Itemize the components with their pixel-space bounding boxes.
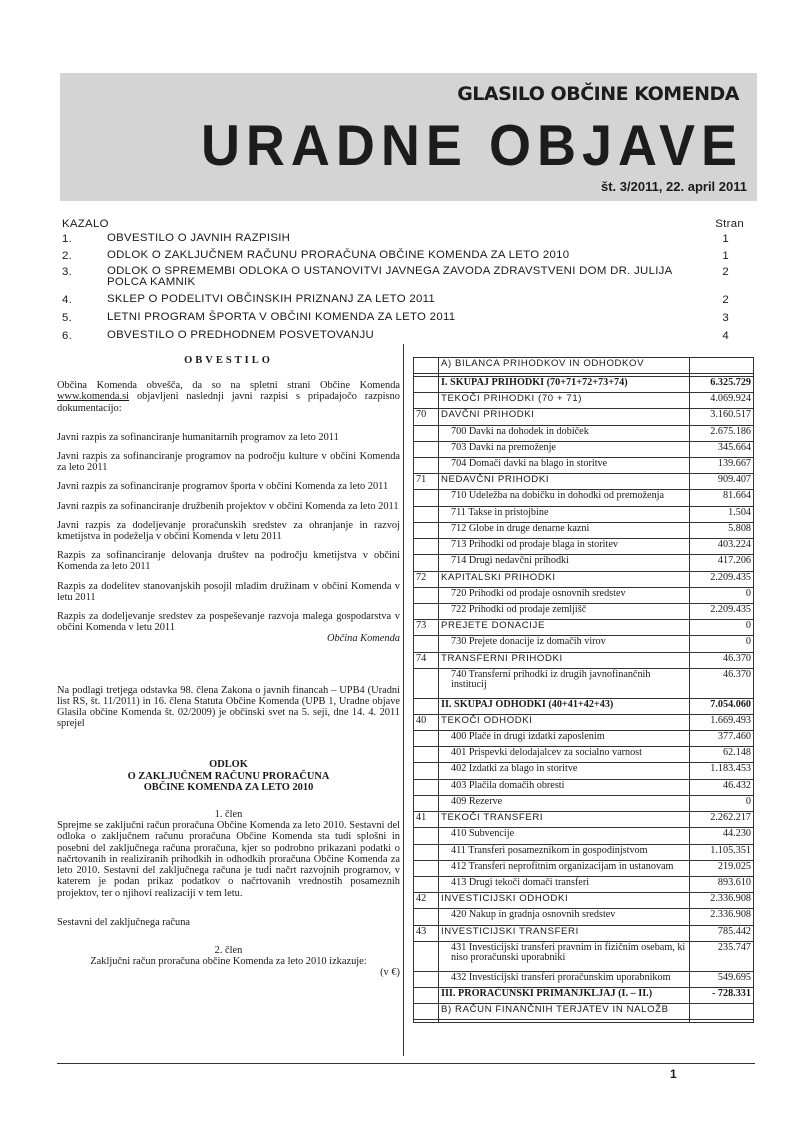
- table-row: [414, 893, 754, 909]
- account-label: 714 Drugi nedavčni prihodki: [439, 555, 690, 571]
- table-row: [414, 795, 754, 811]
- toc-item-title: OBVESTILO O JAVNIH RAZPISIH: [107, 232, 291, 244]
- table-row: [414, 925, 754, 941]
- currency-unit: (v €): [380, 967, 400, 979]
- account-code: [414, 490, 439, 506]
- table-row: [414, 731, 754, 747]
- account-code: 74: [414, 652, 439, 668]
- table-row: [414, 844, 754, 860]
- account-label: 720 Prihodki od prodaje osnovnih sredstev: [439, 587, 690, 603]
- account-code: [414, 909, 439, 925]
- account-code: [414, 844, 439, 860]
- account-label: 412 Transferi neprofitnim organizacijam in ustanovam: [439, 860, 690, 876]
- account-value: 377.460: [690, 731, 754, 747]
- account-label: 704 Domači davki na blago in storitve: [439, 458, 690, 474]
- account-code: [414, 506, 439, 522]
- account-code: [414, 668, 439, 698]
- table-row: [414, 522, 754, 538]
- account-code: [414, 1020, 439, 1023]
- account-code: 43: [414, 925, 439, 941]
- toc-label: KAZALO: [62, 218, 109, 230]
- table-row: [414, 941, 754, 971]
- table-row: [414, 652, 754, 668]
- account-code: [414, 603, 439, 619]
- account-code: [414, 425, 439, 441]
- toc-header: [62, 218, 744, 233]
- account-label: TEKOČI TRANSFERI: [439, 812, 690, 828]
- toc-item[interactable]: [62, 233, 738, 250]
- table-row: [414, 636, 754, 652]
- budget-balance-table: [413, 357, 754, 1023]
- odlok-title-line-3: OBČINE KOMENDA ZA LETO 2010: [143, 781, 314, 793]
- table-row: [414, 506, 754, 522]
- account-value: 2.262.217: [690, 812, 754, 828]
- table-row: [414, 458, 754, 474]
- account-value: 1.105.351: [690, 844, 754, 860]
- table-row: [414, 425, 754, 441]
- account-code: [414, 376, 439, 392]
- table-row: [414, 587, 754, 603]
- odlok-title-line-2: O ZAKLJUČNEM RAČUNU PRORAČUNA: [127, 770, 330, 782]
- account-label: INVESTICIJSKI TRANSFERI: [439, 925, 690, 941]
- notice-item: Razpis za dodelitev stanovanjskih posojil mladim družinam v občini Komenda v letu 2011: [57, 580, 400, 603]
- account-code: [414, 828, 439, 844]
- notice-intro-start: Občina Komenda obvešča, da so na spletni strani Občine Komenda: [57, 380, 400, 392]
- toc-item-page: 2: [722, 266, 729, 278]
- table-row: [414, 828, 754, 844]
- account-value: 139.667: [690, 458, 754, 474]
- toc-item-number: 3.: [62, 266, 73, 278]
- account-label: 703 Davki na premoženje: [439, 441, 690, 457]
- notice-item: Javni razpis za sofinanciranje družbenih projektov v občini Komenda za leto 2011: [57, 500, 399, 512]
- account-code: [414, 779, 439, 795]
- table-row: [414, 698, 754, 714]
- account-label: 403 Plačila domačih obresti: [439, 779, 690, 795]
- account-label: 411 Transferi posameznikom in gospodinjstvom: [439, 844, 690, 860]
- account-label: 730 Prejete donacije iz domačih virov: [439, 636, 690, 652]
- table-row: [414, 1020, 754, 1023]
- account-label: INVESTICIJSKI ODHODKI: [439, 893, 690, 909]
- table-row: [414, 409, 754, 425]
- account-value: 893.610: [690, 877, 754, 893]
- account-code: 71: [414, 474, 439, 490]
- account-code: [414, 698, 439, 714]
- account-value: 0: [690, 636, 754, 652]
- article-1-note: Sestavni del zaključnega računa: [57, 916, 190, 928]
- account-value: 549.695: [690, 971, 754, 987]
- account-code: 72: [414, 571, 439, 587]
- account-code: [414, 358, 439, 374]
- toc-item-title: SKLEP O PODELITVI OBČINSKIH PRIZNANJ ZA LETO 2011: [107, 293, 436, 305]
- account-value: 81.664: [690, 490, 754, 506]
- notice-item: Javni razpis za sofinanciranje programov športa v občini Komenda za leto 2011: [57, 481, 389, 493]
- table-row: [414, 714, 754, 730]
- toc-item-title: LETNI PROGRAM ŠPORTA V OBČINI KOMENDA ZA LETO 2011: [107, 311, 456, 323]
- article-2-text: Zaključni račun proračuna občine Komenda za leto 2010 izkazuje:: [90, 956, 367, 968]
- account-value: - 728.331: [690, 987, 754, 1003]
- table-row: [414, 1004, 754, 1020]
- table-row: [414, 812, 754, 828]
- account-label: 700 Davki na dohodek in dobiček: [439, 425, 690, 441]
- account-code: [414, 731, 439, 747]
- account-label: A) BILANCA PRIHODKOV IN ODHODKOV: [439, 358, 690, 374]
- account-value: 785.442: [690, 925, 754, 941]
- account-label: II. SKUPAJ ODHODKI (40+41+42+43): [439, 698, 690, 714]
- account-value: 46.370: [690, 668, 754, 698]
- toc-item-page: 3: [722, 312, 729, 324]
- account-code: 73: [414, 620, 439, 636]
- account-code: [414, 877, 439, 893]
- account-value: 6.325.729: [690, 376, 754, 392]
- account-code: [414, 587, 439, 603]
- article-2-heading: 2. člen: [214, 944, 243, 956]
- account-code: [414, 795, 439, 811]
- page-number: 1: [670, 1067, 677, 1081]
- account-code: [414, 860, 439, 876]
- notice-signature: Občina Komenda: [326, 633, 400, 645]
- notice-intro-end: objavljeni naslednji javni razpisi s pripadajočo razpisno dokumentacijo:: [57, 391, 400, 414]
- account-label: 712 Globe in druge denarne kazni: [439, 522, 690, 538]
- account-value: 46.370: [690, 652, 754, 668]
- table-row: [414, 571, 754, 587]
- table-row: [414, 763, 754, 779]
- account-value: 2.336.908: [690, 909, 754, 925]
- account-code: [414, 539, 439, 555]
- table-row: [414, 909, 754, 925]
- toc-item[interactable]: [62, 312, 738, 330]
- account-value: 1.669.493: [690, 714, 754, 730]
- toc-item[interactable]: [62, 294, 738, 312]
- toc-item-page: 1: [722, 250, 729, 262]
- account-value: 3.160.517: [690, 409, 754, 425]
- account-value: 219.025: [690, 860, 754, 876]
- account-code: 42: [414, 893, 439, 909]
- toc-item-number: 2.: [62, 250, 73, 262]
- account-value: 0: [690, 620, 754, 636]
- article-1-heading: 1. člen: [214, 809, 243, 821]
- footer-rule: [57, 1063, 755, 1064]
- issue-date: št. 3/2011, 22. april 2011: [600, 179, 747, 194]
- toc-item-number: 5.: [62, 312, 73, 324]
- notice-item: Razpis za dodeljevanje sredstev za pospeševanje razvoja malega gospodarstva v občini Komenda v letu 2011: [57, 611, 400, 634]
- account-value: 2.336.908: [690, 893, 754, 909]
- toc-page-label: Stran: [715, 218, 744, 230]
- masthead-subtitle: GLASILO OBČINE KOMENDA: [457, 83, 739, 105]
- account-value: [690, 1004, 754, 1020]
- account-value: 1.504: [690, 506, 754, 522]
- account-value: 2.675.186: [690, 425, 754, 441]
- account-code: [414, 747, 439, 763]
- account-code: [414, 458, 439, 474]
- notice-item: Javni razpis za sofinanciranje humanitarnih programov za leto 2011: [57, 431, 339, 443]
- account-value: 417.206: [690, 555, 754, 571]
- account-value: 1.183.453: [690, 763, 754, 779]
- account-value: 345.664: [690, 441, 754, 457]
- toc-item-title: OBVESTILO O PREDHODNEM POSVETOVANJU: [107, 329, 375, 341]
- table-row: [414, 603, 754, 619]
- website-link[interactable]: www.komenda.si: [57, 391, 130, 403]
- table-row: [414, 555, 754, 571]
- toc-item-number: 4.: [62, 294, 73, 306]
- toc-item-title: ODLOK O SPREMEMBI ODLOKA O USTANOVITVI JAVNEGA ZAVODA ZDRAVSTVENI DOM DR. JULIJA POLCA KAMNIK: [107, 265, 672, 288]
- table-of-contents: [62, 218, 744, 346]
- account-label: 420 Nakup in gradnja osnovnih sredstev: [439, 909, 690, 925]
- table-row: [414, 620, 754, 636]
- account-code: [414, 393, 439, 409]
- account-code: [414, 987, 439, 1003]
- account-label: 710 Udeležba na dobičku in dohodki od premoženja: [439, 490, 690, 506]
- toc-item-page: 2: [722, 294, 729, 306]
- toc-item-number: 1.: [62, 233, 73, 245]
- table-row: [414, 779, 754, 795]
- table-row: [414, 987, 754, 1003]
- table-row: [414, 376, 754, 392]
- account-code: [414, 555, 439, 571]
- account-value: 7.054.060: [690, 698, 754, 714]
- table-row: [414, 539, 754, 555]
- account-value: 4.069.924: [690, 393, 754, 409]
- toc-item[interactable]: [62, 250, 738, 266]
- account-label: III. PRORAČUNSKI PRIMANJKLJAJ (I. – II.): [439, 987, 690, 1003]
- table-row: [414, 877, 754, 893]
- account-label: 413 Drugi tekoči domači transferi: [439, 877, 690, 893]
- table-row: [414, 747, 754, 763]
- account-code: [414, 441, 439, 457]
- toc-item-number: 6.: [62, 330, 73, 342]
- left-column: [57, 355, 400, 979]
- account-code: 40: [414, 714, 439, 730]
- account-value: 62.148: [690, 747, 754, 763]
- account-value: 5.808: [690, 522, 754, 538]
- odlok-title: ODLOK: [209, 759, 248, 771]
- account-code: 41: [414, 812, 439, 828]
- account-label: [439, 1020, 690, 1023]
- account-code: 70: [414, 409, 439, 425]
- notice-item: Razpis za sofinanciranje delovanja društev na področju kmetijstva v občini Komenda za leto 2011: [57, 550, 400, 573]
- toc-item-title: ODLOK O ZAKLJUČNEM RAČUNU PRORAČUNA OBČINE KOMENDA ZA LETO 2010: [107, 249, 570, 261]
- account-label: TEKOČI PRIHODKI (70 + 71): [439, 393, 690, 409]
- account-label: 410 Subvencije: [439, 828, 690, 844]
- account-value: 46.432: [690, 779, 754, 795]
- table-row: [414, 490, 754, 506]
- account-code: [414, 636, 439, 652]
- account-label: 432 Investicijski transferi proračunskim uporabnikom: [439, 971, 690, 987]
- account-label: TEKOČI ODHODKI: [439, 714, 690, 730]
- notice-item: Javni razpis za dodeljevanje proračunskih sredstev za ohranjanje in razvoj kmetijstva in podeželja v občini Komenda v letu 2011: [57, 519, 400, 543]
- table-row: [414, 860, 754, 876]
- account-label: TRANSFERNI PRIHODKI: [439, 652, 690, 668]
- toc-item-page: 1: [722, 233, 729, 245]
- account-value: 403.224: [690, 539, 754, 555]
- account-label: 740 Transferni prihodki iz drugih javnofinančnih institucij: [439, 668, 690, 698]
- account-label: NEDAVČNI PRIHODKI: [439, 474, 690, 490]
- article-1-text: Sprejme se zaključni račun proračuna Občine Komenda za leto 2010. Sestavni del odloka o zaključnem računu proračuna Občine Komenda sta tudi splošni in posebni del zaključnega računa proračuna, kjer so podrobno prikazani podatki o načrtovanih in realiziranih prihodkih in odhodkih proračuna Občine Komenda za leto 2010. Sestavni del zaključnega računa je tudi načrt razvojnih programov, v katerem je podan prikaz podatkov o načrtovanih vrednostih posameznih projektov, ter o njihovi realizaciji v tem letu.: [57, 820, 400, 899]
- notice-title: OBVESTILO: [184, 355, 273, 366]
- account-value: 2.209.435: [690, 571, 754, 587]
- account-label: 409 Rezerve: [439, 795, 690, 811]
- account-value: 235.747: [690, 941, 754, 971]
- account-code: [414, 941, 439, 971]
- notice-intro: [57, 380, 400, 414]
- account-label: 431 Investicijski transferi pravnim in fizičnim osebam, ki niso proračunski uporabniki: [439, 941, 690, 971]
- table-row: [414, 441, 754, 457]
- table-row: [414, 668, 754, 698]
- toc-item[interactable]: [62, 266, 738, 294]
- masthead-title: URADNE OBJAVE: [200, 114, 743, 178]
- account-label: 722 Prihodki od prodaje zemljišč: [439, 603, 690, 619]
- account-value: 0: [690, 795, 754, 811]
- account-value: 44.230: [690, 828, 754, 844]
- table-row: [414, 474, 754, 490]
- account-code: [414, 971, 439, 987]
- account-label: DAVČNI PRIHODKI: [439, 409, 690, 425]
- account-value: 0: [690, 587, 754, 603]
- table-row: [414, 393, 754, 409]
- account-label: 711 Takse in pristojbine: [439, 506, 690, 522]
- account-value: [690, 1020, 754, 1023]
- account-label: 400 Plače in drugi izdatki zaposlenim: [439, 731, 690, 747]
- odlok-preamble: Na podlagi tretjega odstavka 98. člena Zakona o javnih financah – UPB4 (Uradni list RS, št. 11/2011) in 16. člena Statuta Občine Komenda (UPB 1, Uradne objave Glasila občine Komenda št. 02/2009) je občinski svet na 5. seji, dne 14. 4. 2011 sprejel: [57, 684, 400, 730]
- account-value: [690, 358, 754, 374]
- table-row: [414, 971, 754, 987]
- account-code: [414, 522, 439, 538]
- toc-item-page: 4: [722, 330, 729, 342]
- account-label: I. SKUPAJ PRIHODKI (70+71+72+73+74): [439, 376, 690, 392]
- account-value: 909.407: [690, 474, 754, 490]
- table-row: [414, 358, 754, 374]
- account-label: KAPITALSKI PRIHODKI: [439, 571, 690, 587]
- account-code: [414, 1004, 439, 1020]
- account-value: 2.209.435: [690, 603, 754, 619]
- notice-item: Javni razpis za sofinanciranje programov na področju kulture v občini Komenda za leto 2011: [57, 451, 400, 474]
- account-label: PREJETE DONACIJE: [439, 620, 690, 636]
- account-label: 713 Prihodki od prodaje blaga in storitev: [439, 539, 690, 555]
- account-code: [414, 763, 439, 779]
- column-divider: [403, 344, 404, 1056]
- toc-item[interactable]: [62, 330, 738, 346]
- account-label: B) RAČUN FINANČNIH TERJATEV IN NALOŽB: [439, 1004, 690, 1020]
- account-label: 402 Izdatki za blago in storitve: [439, 763, 690, 779]
- masthead: [60, 73, 757, 201]
- account-label: 401 Prispevki delodajalcev za socialno varnost: [439, 747, 690, 763]
